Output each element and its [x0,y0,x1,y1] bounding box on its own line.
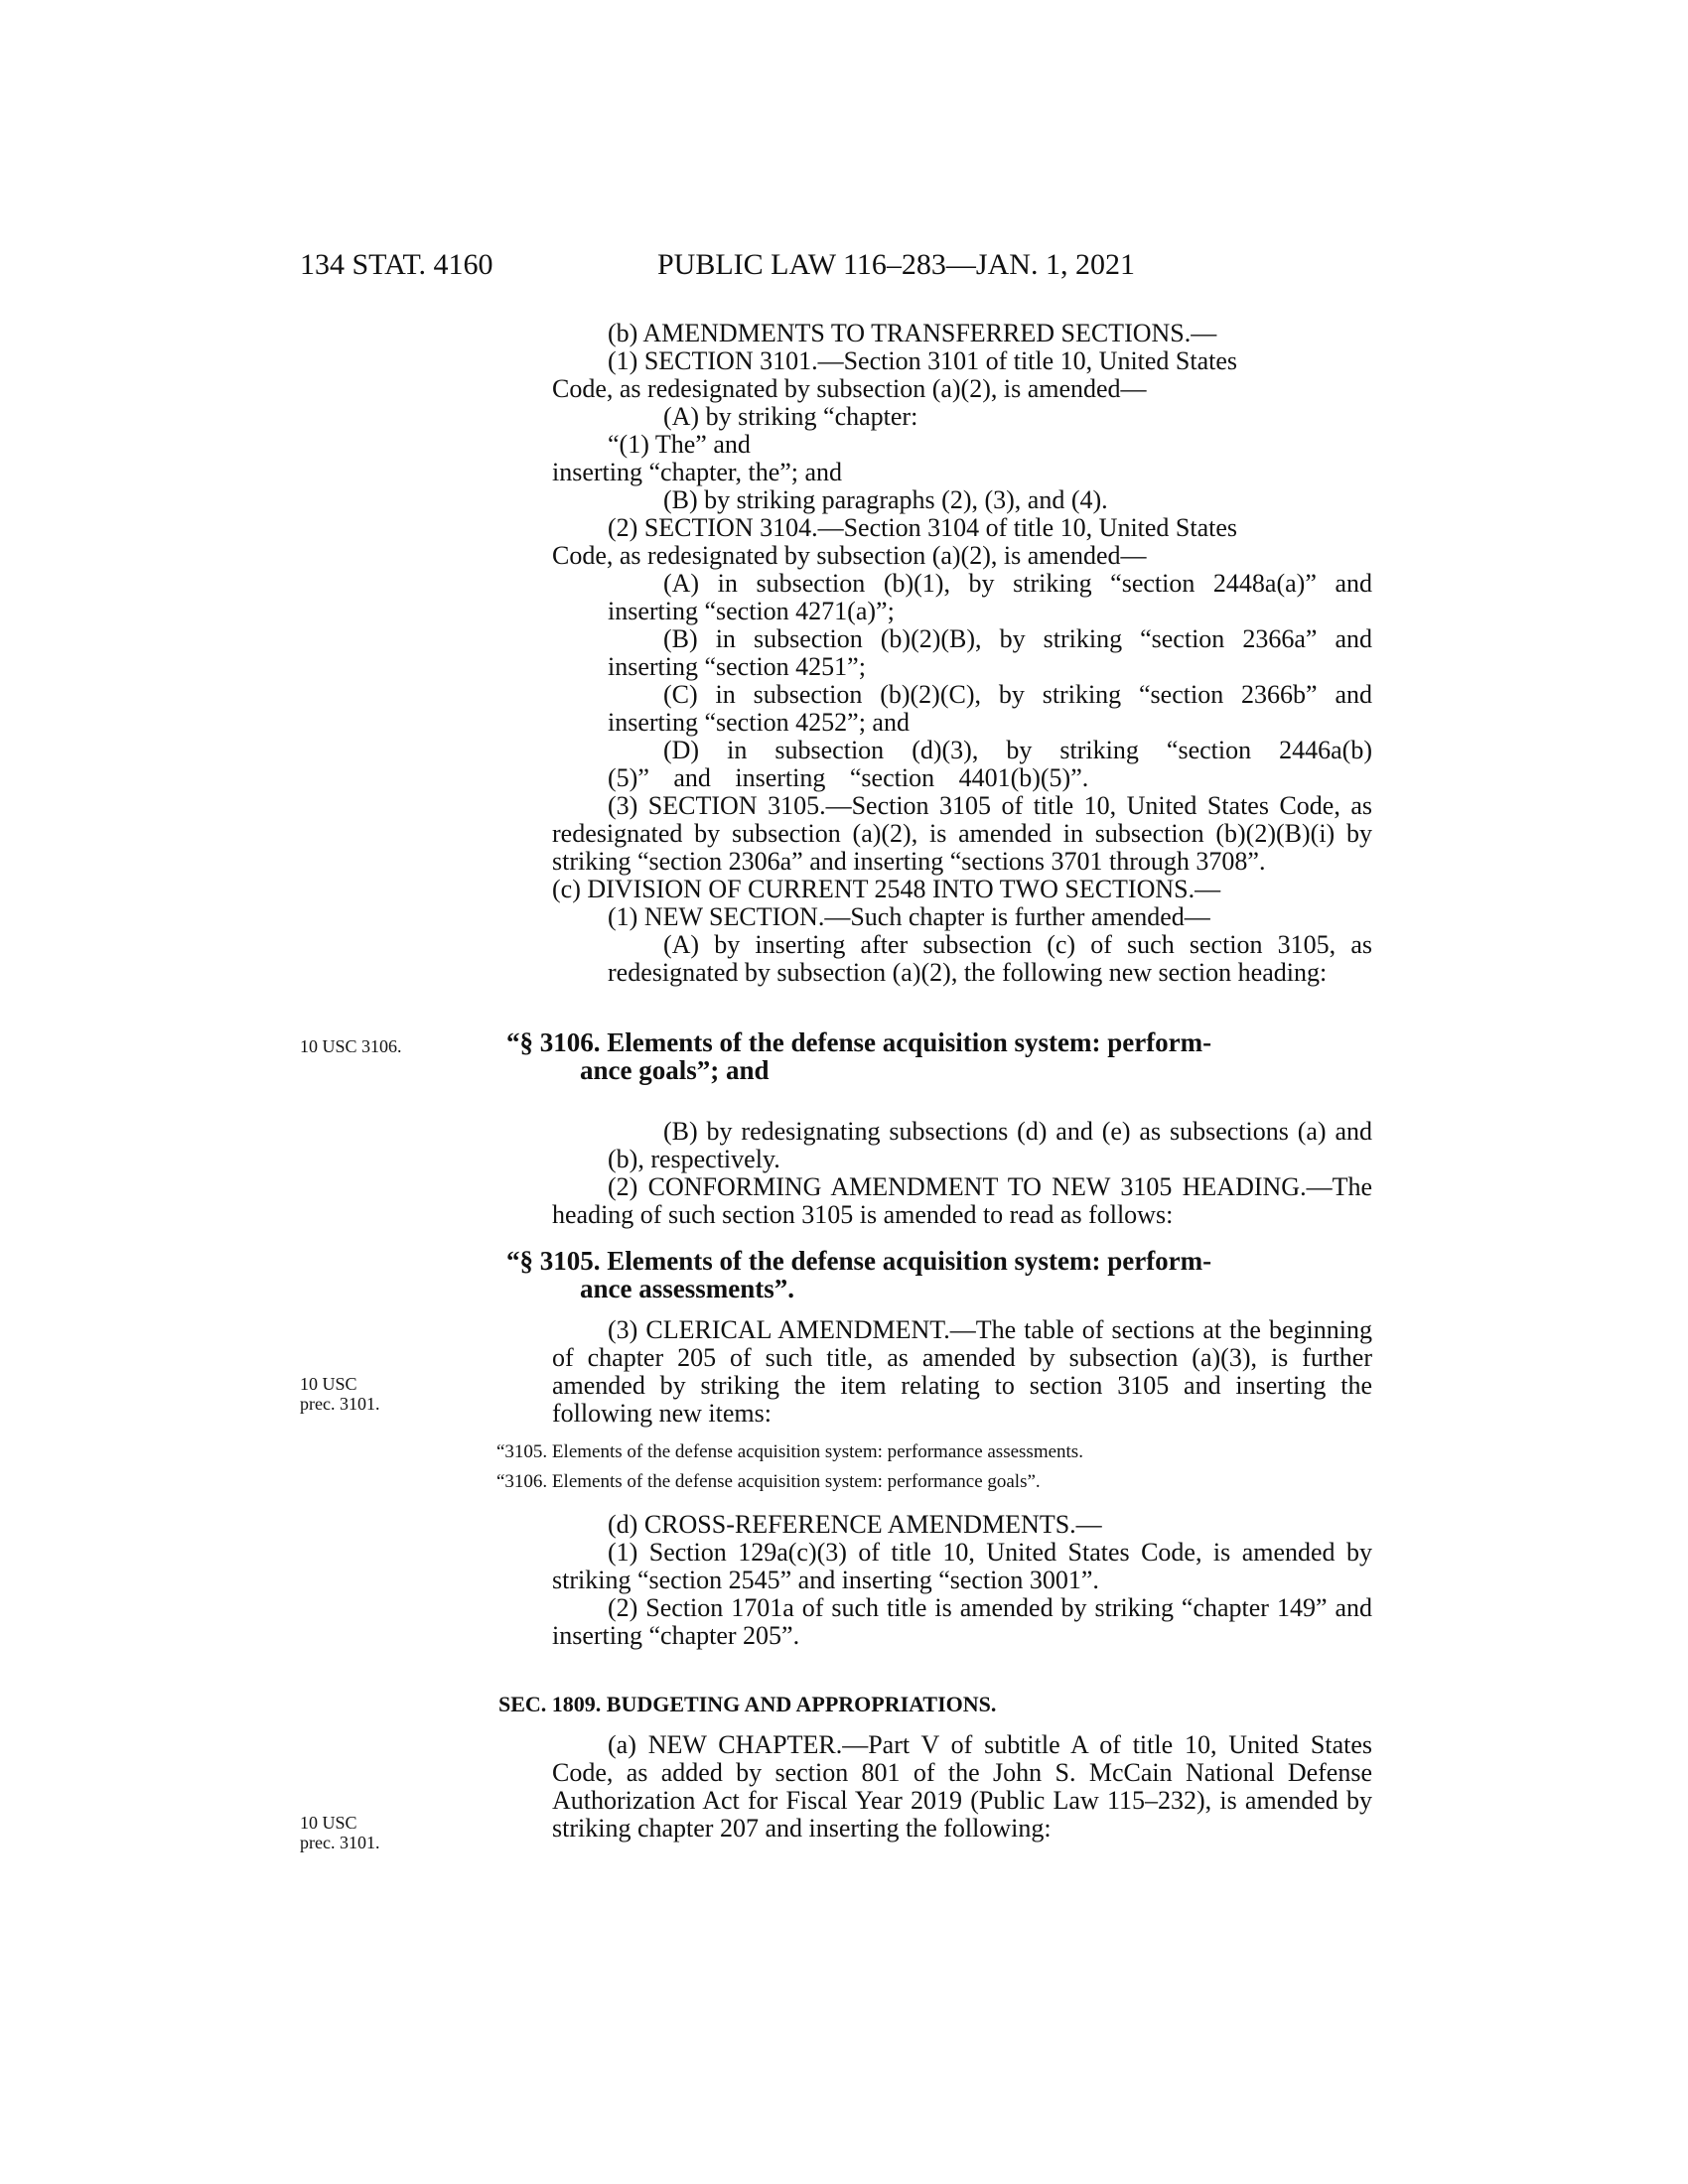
section-heading-3105-line2: ance assessments”. [580,1274,794,1303]
para-b1-line2: Code, as redesignated by subsection (a)(2), is amended— [552,374,1147,403]
cross-reference-block [552,1511,1372,1650]
section-heading-3106-line1: “§ 3106. Elements of the defense acquisition system: perform- [506,1027,1212,1057]
para-b3: (3) SECTION 3105.—Section 3105 of title 10, United States Code, as redesignated by subsection (a)(2), is amended in subsection (b)(2)(B)(i) by striking “section 2306a” and inserting “sections 3701 through 3708”. [552,791,1372,876]
para-b1A-quote: “(1) The” and [608,430,751,459]
para-b2A: (A) in subsection (b)(1), by striking “section 2448a(a)” and inserting “section 4271(a)”; [608,569,1372,625]
section-1809-title: SEC. 1809. BUDGETING AND APPROPRIATIONS. [498,1692,997,1716]
para-a-new-chapter: (a) NEW CHAPTER.—Part V of subtitle A of title 10, United States Code, as added by section 801 of the John S. McCain National Defense Authorization Act for Fiscal Year 2019 (Public Law 115–232), is amended by striking chapter 207 and inserting the following: [552,1730,1372,1843]
para-d1: (1) Section 129a(c)(3) of title 10, United States Code, is amended by striking “section 2545” and inserting “section 3001”. [552,1538,1372,1594]
para-b1B: (B) by striking paragraphs (2), (3), and (4). [663,485,1108,514]
new-chapter-block [552,1731,1372,1843]
margin-note-prec-3101-b [300,1813,419,1852]
para-b2B: (B) in subsection (b)(2)(B), by striking “section 2366a” and inserting “section 4251”; [608,624,1372,681]
para-b2-line2: Code, as redesignated by subsection (a)(2), is amended— [552,541,1147,570]
para-c2: (2) CONFORMING AMENDMENT TO NEW 3105 HEADING.—The heading of such section 3105 is amended to read as follows: [552,1172,1372,1229]
margin-note-line: 10 USC [300,1813,357,1833]
section-heading-3106-line2: ance goals”; and [580,1055,770,1085]
subsection-c-heading: (c) DIVISION OF CURRENT 2548 INTO TWO SECTIONS.— [552,875,1221,903]
para-b2D: (D) in subsection (d)(3), by striking “section 2446a(b)(5)” and inserting “section 4401(b)(5)”. [608,736,1372,792]
stat-reference: 134 STAT. 4160 [300,248,493,281]
para-b1A: (A) by striking “chapter: [663,402,918,431]
page-header [0,248,1688,288]
para-b1A-insert: inserting “chapter, the”; and [552,458,843,486]
para-c3: (3) CLERICAL AMENDMENT.—The table of sections at the beginning of chapter 205 of such title, as amended by subsection (a)(3), is further amended by striking the item relating to section 3105 and inserting the following new items: [552,1315,1372,1428]
margin-note-3106: 10 USC 3106. [300,1036,402,1056]
para-b2C: (C) in subsection (b)(2)(C), by striking “section 2366b” and inserting “section 4252”; and [608,680,1372,737]
toc-item-3105: “3105. Elements of the defense acquisition system: performance assessments. [496,1441,1083,1462]
margin-note-prec-3101-a [300,1374,419,1414]
margin-note-line: prec. 3101. [300,1833,380,1852]
margin-note-line: prec. 3101. [300,1394,380,1414]
subsection-b-heading: (b) AMENDMENTS TO TRANSFERRED SECTIONS.— [608,319,1217,347]
para-c1: (1) NEW SECTION.—Such chapter is further amended— [608,902,1210,931]
redesignation-block [552,1118,1372,1229]
para-c1B: (B) by redesignating subsections (d) and (e) as subsections (a) and (b), respectively. [608,1117,1372,1173]
law-title: PUBLIC LAW 116–283—JAN. 1, 2021 [657,248,1135,281]
margin-note-line: 10 USC [300,1374,357,1394]
para-d2: (2) Section 1701a of such title is amended by striking “chapter 149” and inserting “chapter 205”. [552,1593,1372,1650]
clerical-amendment-block [552,1316,1372,1428]
para-b2-line1: (2) SECTION 3104.—Section 3104 of title 10, United States [608,513,1238,542]
section-heading-3106 [506,1028,1380,1084]
section-heading-3105-line1: “§ 3105. Elements of the defense acquisition system: perform- [506,1246,1212,1276]
toc-item-3106: “3106. Elements of the defense acquisition system: performance goals”. [496,1471,1041,1492]
section-heading-3105 [506,1247,1380,1302]
para-c1A: (A) by inserting after subsection (c) of such section 3105, as redesignated by subsection (a)(2), the following new section heading: [608,930,1372,987]
amendments-block [552,320,1372,987]
subsection-d-heading: (d) CROSS-REFERENCE AMENDMENTS.— [608,1510,1102,1539]
para-b1-line1: (1) SECTION 3101.—Section 3101 of title 10, United States [608,346,1238,375]
